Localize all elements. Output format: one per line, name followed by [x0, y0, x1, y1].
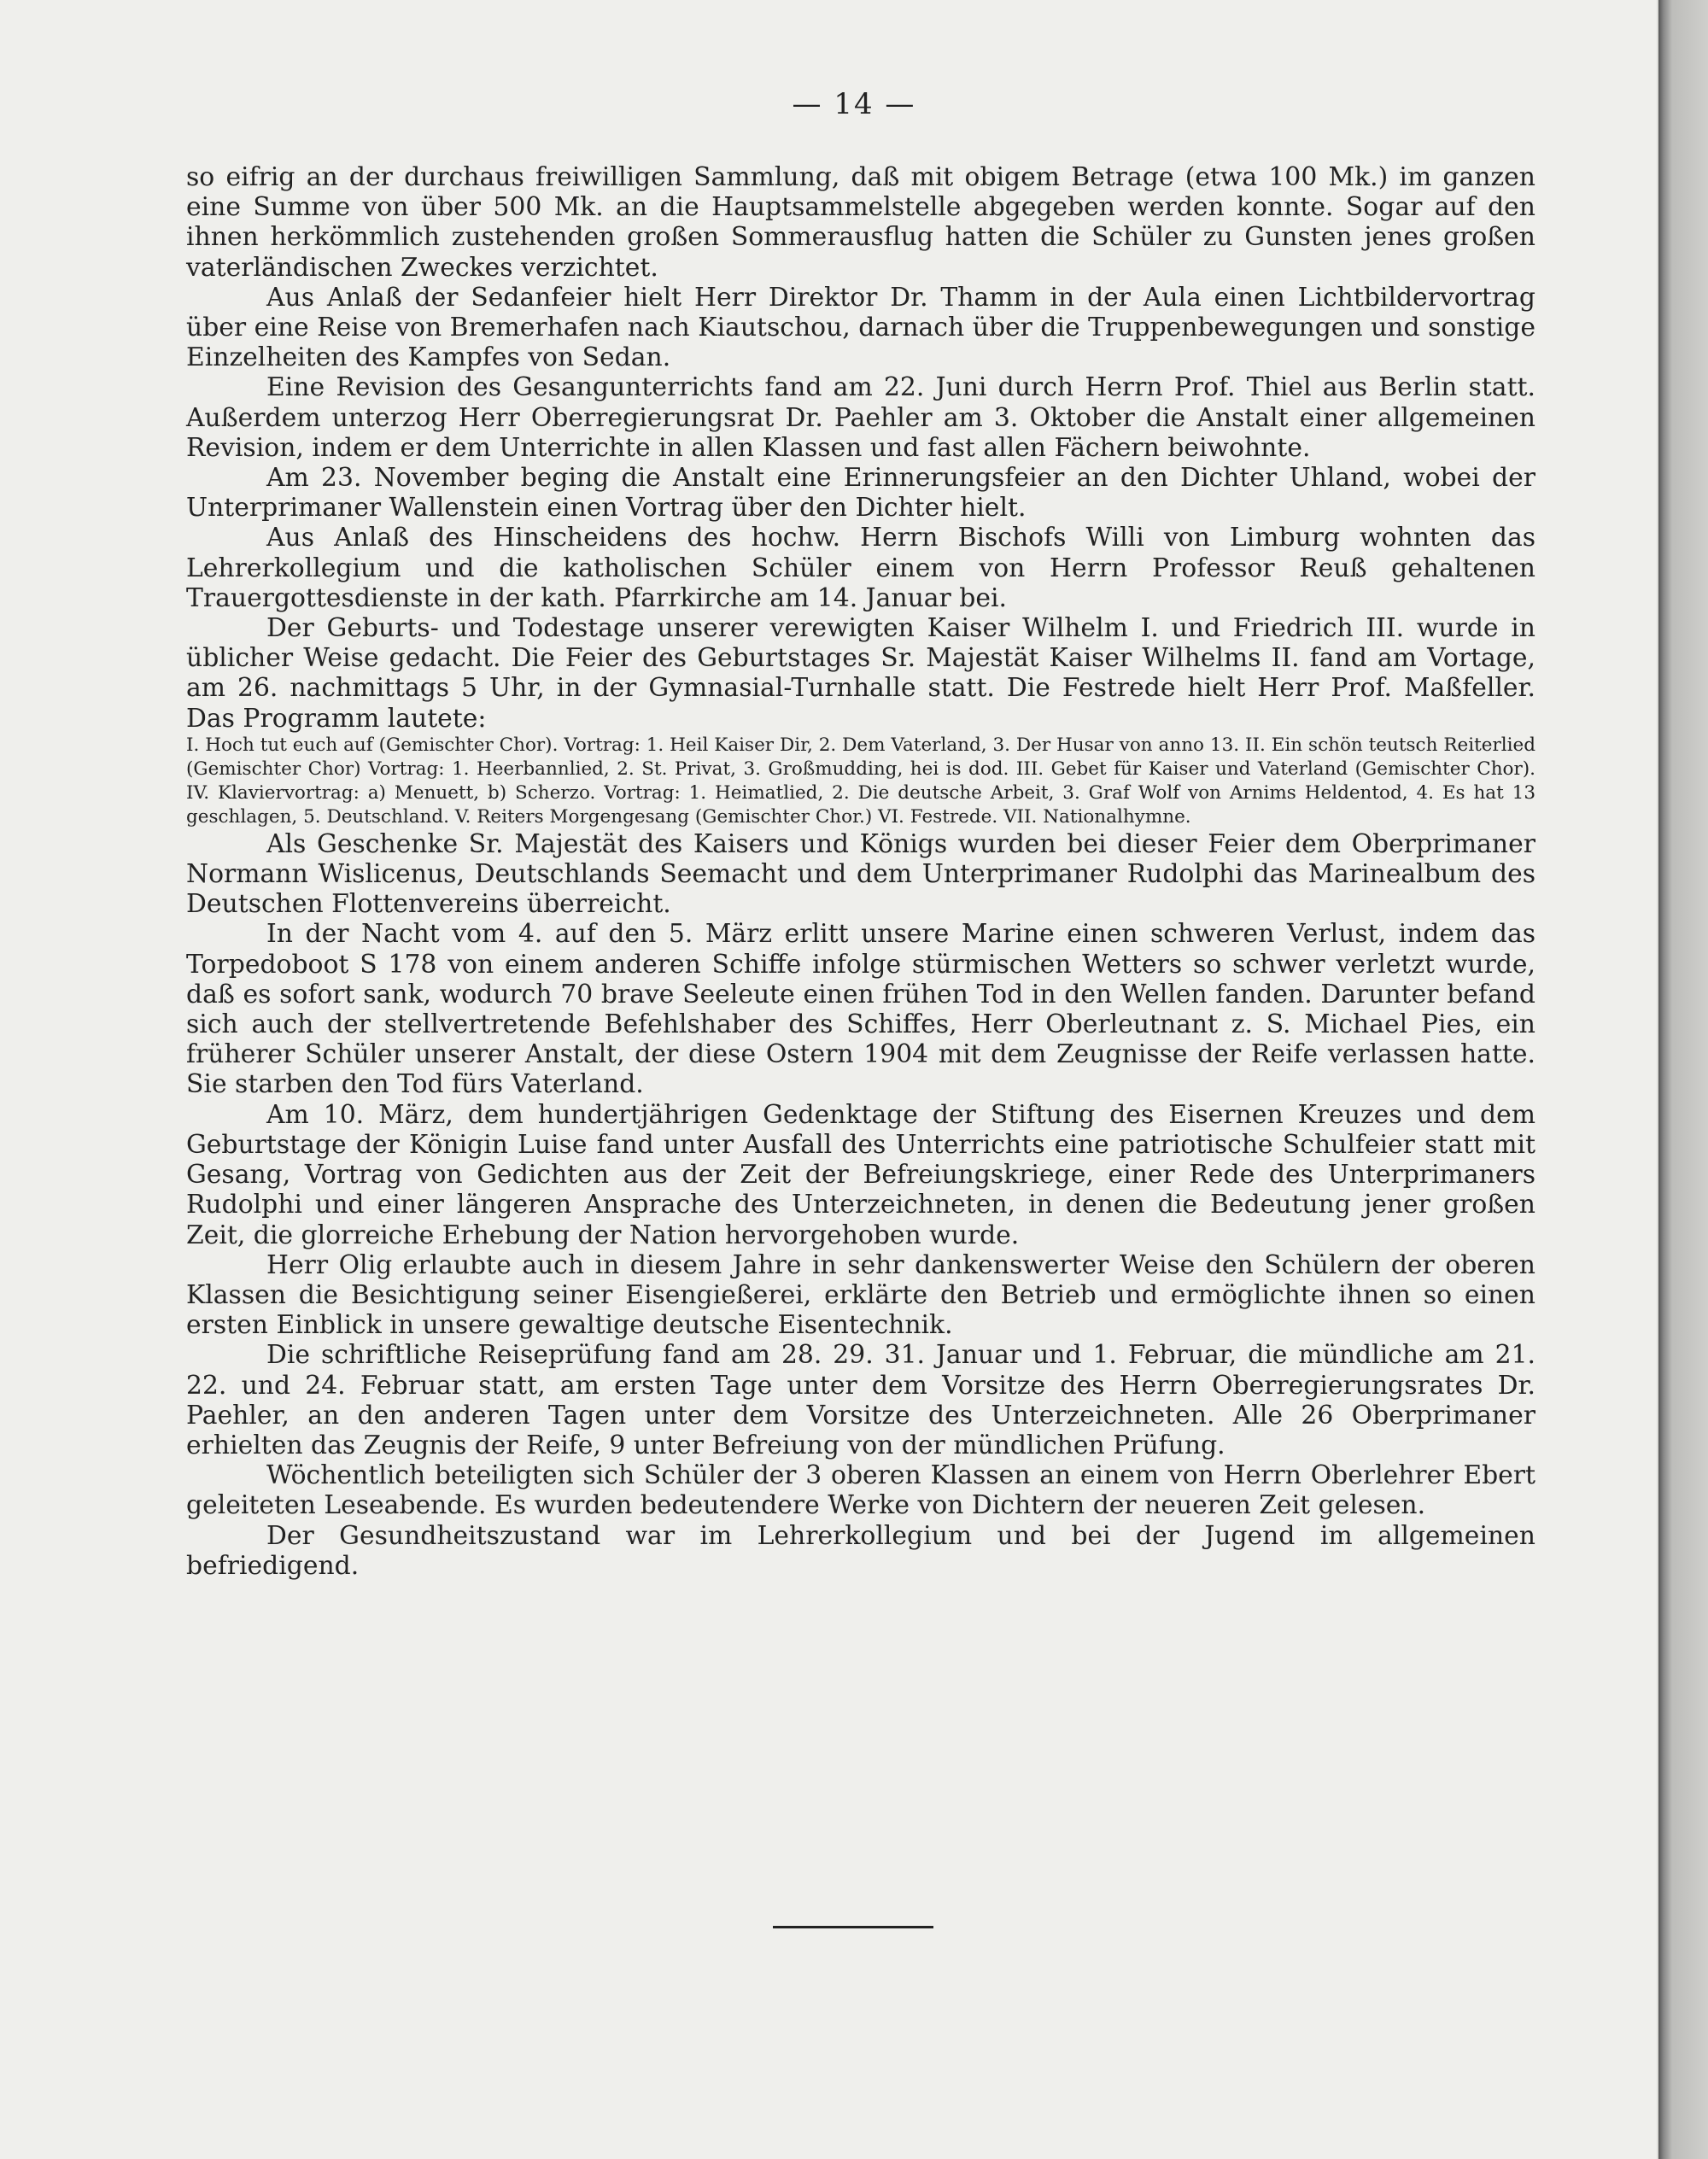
paragraph-revision: Eine Revision des Gesangunterrichts fand am 22. Juni durch Herrn Prof. Thiel aus Berlin statt. Außerdem unterzog Herr Oberregierungsrat Dr. Paehler am 3. Oktober die Anstalt einer allgemeinen Revision, indem er dem Unterrichte in allen Klassen und fast allen Fächern beiwohnte.	[186, 372, 1535, 463]
paragraph-eisernes-kreuz: Am 10. März, dem hundertjährigen Gedenktage der Stiftung des Eisernen Kreuzes und dem Geburtstage der Königin Luise fand unter Ausfall des Unterrichts eine patriotische Schulfeier statt mit Gesang, Vortrag von Gedichten aus der Zeit der Befreiungskriege, einer Rede des Unterprimaners Rudolphi und einer längeren Ansprache des Unterzeichneten, in denen die Bedeutung jener großen Zeit, die glorreiche Erhebung der Nation hervorgehoben wurde.	[186, 1099, 1535, 1250]
book-gutter	[1658, 0, 1708, 2159]
paragraph-torpedoboot: In der Nacht vom 4. auf den 5. März erlitt unsere Marine einen schweren Verlust, indem das Torpedoboot S 178 von einem anderen Schiffe infolge stürmischen Wetters so schwer verletzt wurde, daß es sofort sank, wodurch 70 brave Seeleute einen frühen Tod in den Wellen fanden. Darunter befand sich auch der stellvertretende Befehlshaber des Schiffes, Herr Oberleutnant z. S. Michael Pies, ein früherer Schüler unserer Anstalt, der diese Ostern 1904 mit dem Zeugnisse der Reife verlassen hatte. Sie starben den Tod fürs Vaterland.	[186, 919, 1535, 1100]
paragraph-gesundheit: Der Gesundheitszustand war im Lehrerkollegium und bei der Jugend im allgemeinen befriedigend.	[186, 1520, 1535, 1581]
paragraph-eisengiesserei: Herr Olig erlaubte auch in diesem Jahre in sehr dankenswerter Weise den Schülern der oberen Klassen die Besichtigung seiner Eisengießerei, erklärte den Betrieb und ermöglichte ihnen so einen ersten Einblick in unsere gewaltige deutsche Eisentechnik.	[186, 1249, 1535, 1341]
closing-rule	[773, 1926, 933, 1928]
paragraph-bischof: Aus Anlaß des Hinscheidens des hochw. Herrn Bischofs Willi von Limburg wohnten das Lehrerkollegium und die katholischen Schüler einem von Herrn Professor Reuß gehaltenen Trauergottesdienste in der kath. Pfarrkirche am 14. Januar bei.	[186, 523, 1535, 613]
paragraph-geschenke: Als Geschenke Sr. Majestät des Kaisers und Königs wurden bei dieser Feier dem Oberprimaner Normann Wislicenus, Deutschlands Seemacht und dem Unterprimaner Rudolphi das Marinealbum des Deutschen Flottenvereins überreicht.	[186, 828, 1535, 920]
body-text	[186, 162, 1535, 1581]
page-number: — 14 —	[792, 87, 916, 121]
paragraph-continuation: so eifrig an der durchaus freiwilligen Sammlung, daß mit obigem Betrage (etwa 100 Mk.) im ganzen eine Summe von über 500 Mk. an die Hauptsammelstelle abgegeben werden konnte. Sogar auf den ihnen herkömmlich zustehenden großen Sommerausflug hatten die Schüler zu Gunsten jenes großen vaterländischen Zweckes verzichtet.	[186, 162, 1535, 283]
paragraph-sedanfeier: Aus Anlaß der Sedanfeier hielt Herr Direktor Dr. Thamm in der Aula einen Lichtbildervortrag über eine Reise von Bremerhafen nach Kiautschou, darnach über die Truppenbewegungen und sonstige Einzelheiten des Kampfes von Sedan.	[186, 282, 1535, 373]
paragraph-kaisergeburtstag: Der Geburts- und Todestage unserer verewigten Kaiser Wilhelm I. und Friedrich III. wurde in üblicher Weise gedacht. Die Feier des Geburtstages Sr. Majestät Kaiser Wilhelms II. fand am Vortage, am 26. nachmittags 5 Uhr, in der Gymnasial-Turnhalle statt. Die Festrede hielt Herr Prof. Maßfeller. Das Programm lautete:	[186, 613, 1535, 734]
paragraph-leseabende: Wöchentlich beteiligten sich Schüler der 3 oberen Klassen an einem von Herrn Oberlehrer Ebert geleiteten Leseabende. Es wurden bedeutendere Werke von Dichtern der neueren Zeit gelesen.	[186, 1460, 1535, 1521]
paragraph-uhland: Am 23. November beging die Anstalt eine Erinnerungsfeier an den Dichter Uhland, wobei der Unterprimaner Wallenstein einen Vortrag über den Dichter hielt.	[186, 463, 1535, 524]
program-list: I. Hoch tut euch auf (Gemischter Chor). Vortrag: 1. Heil Kaiser Dir, 2. Dem Vaterland, 3. Der Husar von anno 13. II. Ein schön teutsch Reiterlied (Gemischter Chor) Vortrag: 1. Heerbannlied, 2. St. Privat, 3. Großmudding, hei is dod. III. Gebet für Kaiser und Vaterland (Gemischter Chor). IV. Klaviervortrag: a) Menuett, b) Scherzo. Vortrag: 1. Heimatlied, 2. Die deutsche Arbeit, 3. Graf Wolf von Arnims Heldentod, 4. Es hat 13 geschlagen, 5. Deutschland. V. Reiters Morgengesang (Gemischter Chor.) VI. Festrede. VII. Nationalhymne.	[186, 734, 1535, 828]
paragraph-reifepruefung: Die schriftliche Reiseprüfung fand am 28. 29. 31. Januar und 1. Februar, die mündliche am 21. 22. und 24. Februar statt, am ersten Tage unter dem Vorsitze des Herrn Oberregierungsrates Dr. Paehler, an den anderen Tagen unter dem Vorsitze des Unterzeichneten. Alle 26 Oberprimaner erhielten das Zeugnis der Reife, 9 unter Befreiung von der mündlichen Prüfung.	[186, 1340, 1535, 1460]
